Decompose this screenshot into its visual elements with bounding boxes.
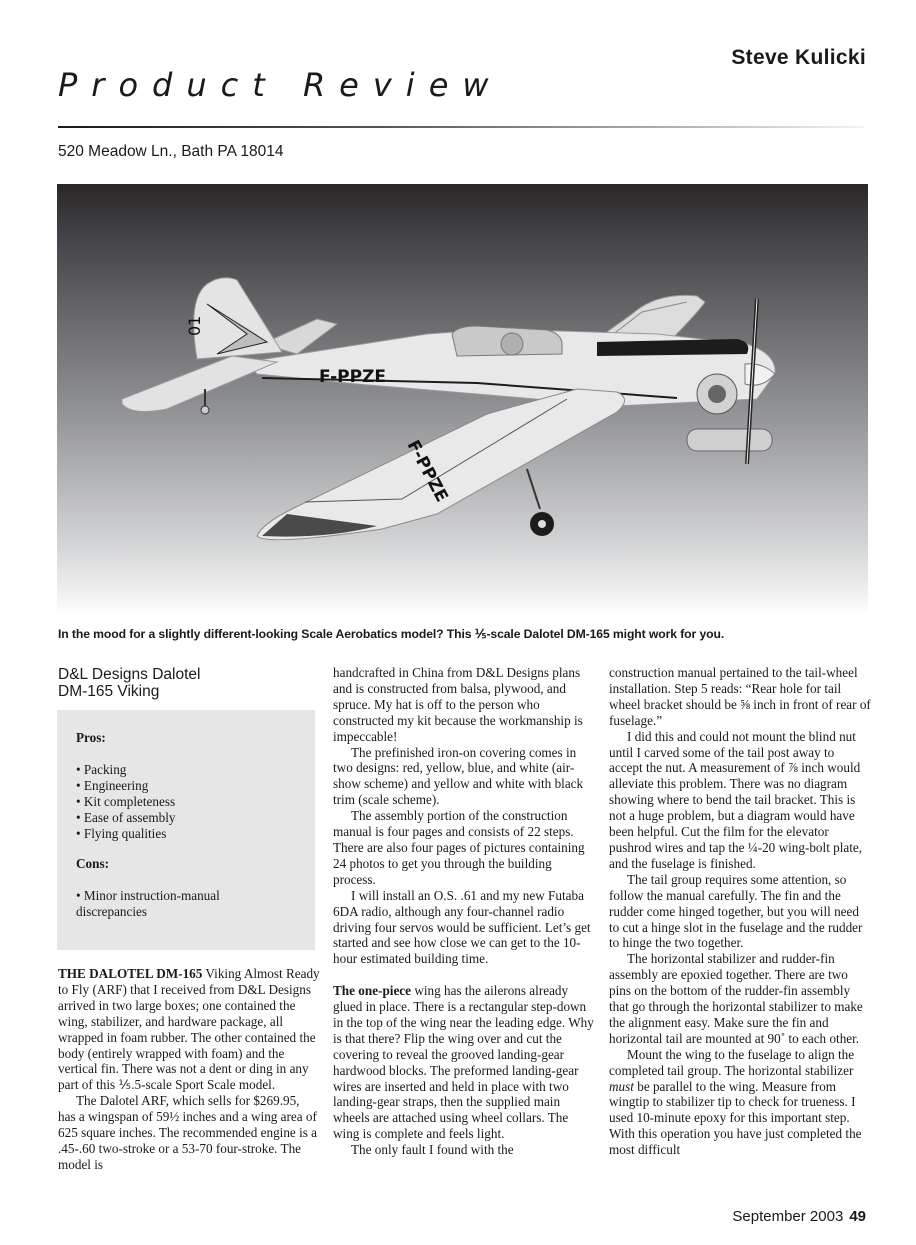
issue-date: September 2003: [732, 1208, 844, 1225]
cowl-trim: [597, 339, 748, 356]
paragraph: handcrafted in China from D&L Designs plans and is constructed from balsa, plywood, and spruce. My hat is off to the person who constructed my kit because the workmanship is impeccable!: [333, 665, 583, 744]
cons-item-continued: discrepancies: [76, 904, 148, 919]
cons-list: [76, 888, 220, 920]
pros-item: • Kit completeness: [76, 794, 176, 809]
product-name-line-1: D&L Designs Dalotel: [58, 666, 201, 683]
section-title: Product Review: [58, 66, 503, 104]
pros-item: • Flying qualities: [76, 826, 167, 841]
pros-cons-box: [57, 710, 315, 950]
pros-heading: Pros:: [76, 730, 106, 745]
article-column-3: [609, 665, 871, 1158]
article-column-1: [58, 966, 320, 1173]
cons-item: • Minor instruction-manual: [76, 888, 220, 903]
page-number: 49: [849, 1208, 866, 1225]
paragraph: The horizontal stabilizer and rudder-fin assembly are epoxied together. There are two pins on the bottom of the rudder-fin assembly that go through the horizontal stabilizer to make the alignment easy. Make sure the fin and horizontal tail are mounted at 90˚ to each other.: [609, 951, 863, 1046]
pros-item: • Ease of assembly: [76, 810, 176, 825]
wing-registration: F-PPZE: [402, 436, 452, 506]
paragraph: I did this and could not mount the blind nut until I carved some of the tail post away to accept the nut. A measurement of ⅞ inch would alleviate this problem. There was no diagram showing where to bend the tail bracket. This is not a huge problem, but a diagram would have been helpful. Cut the film for the elevator pushrod wires and tap the ¼-20 wing-bolt plate, and the fuselage is finished.: [609, 728, 863, 871]
paragraph: The only fault I found with the: [351, 1142, 514, 1158]
tail-wheel: [201, 406, 209, 414]
paragraph: The one-piece wing has the ailerons already glued in place. There is a rectangular step-down in the top of the wing near the leading edge. Why is that there? Flip the wing over and cut the covering to reveal the grooved landing-gear hardwood blocks. The preformed landing-gear wires are inserted and held in place with two landing-gear straps, then the supplied main wheels are attached using wheel collars. The wing is complete and feels light.: [333, 983, 594, 1142]
paragraph: The prefinished iron-on covering comes in two designs: red, yellow, blue, and white (air-show scheme) and yellow and white with black trim (scale scheme).: [333, 744, 584, 808]
paragraph: The Dalotel ARF, which sells for $269.95, has a wingspan of 59½ inches and a wing area of 625 square inches. The recommended engine is a .45-.60 two-stroke or a 53-70 four-stroke. The model is: [58, 1093, 318, 1172]
near-wing: [257, 389, 625, 540]
paragraph: The tail group requires some attention, so follow the manual carefully. The fin and the rudder come hinged together, but you will need to cut a hinge slot in the fuselage and the rudder to hinge the two together.: [609, 871, 863, 951]
product-name-line-2: DM-165 Viking: [58, 683, 160, 700]
paragraph: construction manual pertained to the tail-wheel installation. Step 5 reads: “Rear hole for tail wheel bracket should be ⅝ inch in front of rear of fuselage.”: [609, 665, 871, 728]
page-footer: [600, 1208, 866, 1225]
pros-item: • Packing: [76, 762, 127, 777]
airplane-photo: [57, 184, 868, 614]
emphasis: must: [609, 1078, 634, 1094]
author-address: 520 Meadow Ln., Bath PA 18014: [58, 143, 284, 160]
lead-in: The one-piece: [333, 983, 412, 999]
paragraph: THE DALOTEL DM-165 Viking Almost Ready to Fly (ARF) that I received from D&L Designs arrived in two large boxes; one contained the wing, stabilizer, and hardware package, all wrapped in foam rubber. The other contained the body (entirely wrapped with foam) and the vertical fin. There was not a dent or ding in any part of this ⅕.5-scale Sport Scale model.: [58, 966, 320, 1093]
muffler: [687, 429, 772, 451]
pros-list: [76, 762, 175, 842]
paragraph: I will install an O.S. .61 and my new Futaba 6DA radio, although any four-channel radio driving four servos would be sufficient. Let’s get started and see how close we can get to the 10-hour estimated building time.: [333, 887, 591, 967]
pros-item: • Engineering: [76, 778, 149, 793]
cons-heading: Cons:: [76, 856, 109, 871]
photo-caption: In the mood for a slightly different-looking Scale Aerobatics model? This ⅕-scale Dalotel DM-165 might work for you.: [58, 627, 725, 641]
airplane-illustration: [57, 184, 868, 614]
article-column-2: [333, 665, 595, 1158]
pilot-figure: [501, 333, 523, 355]
lead-in: THE DALOTEL DM-165: [58, 966, 203, 981]
paragraph: The assembly portion of the construction manual is four pages and consists of 22 steps. There are also four pages of pictures containing 24 photos to get you through the building process.: [333, 808, 585, 887]
author-name: Steve Kulicki: [731, 46, 866, 69]
near-stabilizer: [122, 356, 277, 412]
fuselage-registration: F-PPZE: [319, 367, 387, 387]
header-divider: [58, 126, 864, 128]
product-name: [58, 666, 318, 700]
fin-number: 01: [185, 315, 204, 336]
paragraph: Mount the wing to the fuselage to align the completed tail group. The horizontal stabilizer must be parallel to the wing. Measure from wingtip to stabilizer tip to check for trueness. I used 10-minute epoxy for this important step. With this operation you have just completed the most difficult: [609, 1046, 862, 1158]
